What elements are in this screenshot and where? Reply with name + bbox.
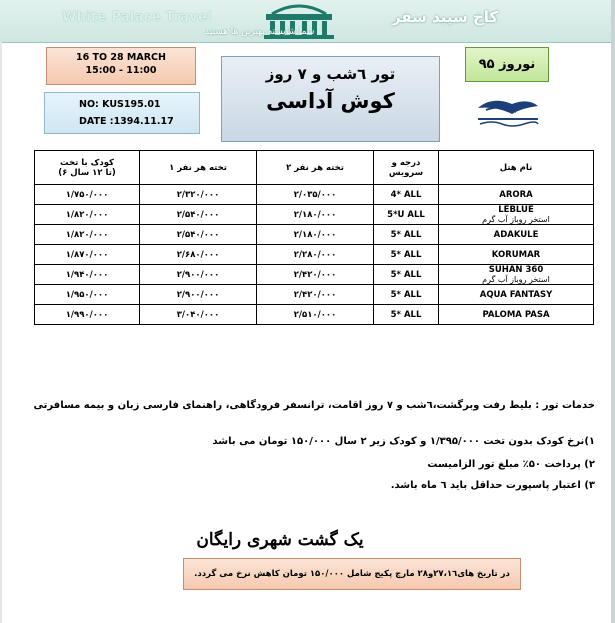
title-box	[221, 56, 440, 142]
hotel-cell	[439, 265, 594, 285]
single-price: ۲/۹۰۰/۰۰۰	[140, 265, 257, 285]
single-price: ۲/۳۲۰/۰۰۰	[140, 185, 257, 205]
tour-code: NO: KUS195.01	[79, 99, 161, 110]
table-row	[35, 265, 594, 285]
date-range: 16 TO 28 MARCH	[76, 52, 166, 63]
double-price: ۲/۱۸۰/۰۰۰	[257, 225, 374, 245]
note-passport: ۳) اعتبار پاسپورت حداقل باید ٦ ماه باشد.	[390, 480, 595, 491]
hotel-feature: استخر روباز آب گرم	[482, 215, 550, 224]
hotel-name: ADAKULE	[439, 225, 594, 245]
free-city-tour: یک گشت شهری رایگان	[196, 530, 364, 550]
table-row	[35, 225, 594, 245]
tour-services: خدمات تور : بلیط رفت وبرگشت،٦شب و ۷ روز اقامت، ترانسفر فرودگاهی، راهنمای فارسی زبان و بیمه مسافرتی	[33, 400, 595, 411]
date-box	[46, 47, 196, 85]
code-box	[44, 92, 200, 134]
page-edge-left	[0, 42, 2, 623]
hotel-grade: 5* ALL	[374, 245, 439, 265]
child-price: ۱/۹۹۰/۰۰۰	[35, 305, 140, 325]
header-hotel: نام هتل	[439, 151, 594, 185]
hotel-feature: استخر روباز آب گرم	[482, 275, 550, 284]
hotel-name: SUHAN 360	[488, 265, 544, 275]
tour-duration: تور ٦شب و ۷ روز	[265, 65, 396, 83]
hotel-grade: 4* ALL	[374, 185, 439, 205]
table-row	[35, 205, 594, 225]
child-price: ۱/۸۲۰/۰۰۰	[35, 205, 140, 225]
hotel-grade: 5* ALL	[374, 265, 439, 285]
double-price: ۲/۱۸۰/۰۰۰	[257, 205, 374, 225]
hotel-grade: 5* ALL	[374, 285, 439, 305]
note-payment: ۲) پرداخت ۵۰٪ مبلغ تور الزامیست	[427, 459, 595, 470]
double-price: ۲/۴۲۰/۰۰۰	[257, 285, 374, 305]
hotel-grade: 5*U ALL	[374, 205, 439, 225]
destination-title: کوش آداسی	[266, 89, 395, 113]
table-row	[35, 285, 594, 305]
single-price: ۲/۹۰۰/۰۰۰	[140, 285, 257, 305]
double-price: ۲/۲۸۰/۰۰۰	[257, 245, 374, 265]
hotel-cell	[439, 205, 594, 225]
brand-name-en: White Palace Travel	[62, 10, 212, 25]
double-price: ۲/۴۲۰/۰۰۰	[257, 265, 374, 285]
child-price: ۱/۸۲۰/۰۰۰	[35, 225, 140, 245]
hotel-name: AQUA FANTASY	[439, 285, 594, 305]
double-price: ۲/۵۱۰/۰۰۰	[257, 305, 374, 325]
hotel-name: KORUMAR	[439, 245, 594, 265]
brand-slogan: شما شایسته بهترین ها هستید	[205, 27, 315, 37]
header-grade: درجه و سرویس	[374, 151, 439, 185]
hotel-grade: 5* ALL	[374, 305, 439, 325]
single-price: ۲/۵۴۰/۰۰۰	[140, 225, 257, 245]
child-price: ۱/۷۵۰/۰۰۰	[35, 185, 140, 205]
brand-name-fa: کاخ سپید سفر	[392, 8, 499, 26]
table-row	[35, 185, 594, 205]
hotel-name: LEBLUE	[498, 205, 534, 215]
child-price: ۱/۹۴۰/۰۰۰	[35, 265, 140, 285]
header-double: ۲ تخته هر نفر	[257, 151, 374, 185]
single-price: ۲/۵۴۰/۰۰۰	[140, 205, 257, 225]
hotel-name: PALOMA PASA	[439, 305, 594, 325]
price-table	[34, 150, 594, 325]
time-range: 15:00 - 11:00	[85, 65, 157, 76]
child-price: ۱/۸۷۰/۰۰۰	[35, 245, 140, 265]
table-row	[35, 305, 594, 325]
header-child: کودک با تخت (۶ تا ۱۲ سال)	[35, 151, 140, 185]
hotel-grade: 5* ALL	[374, 225, 439, 245]
single-price: ۲/۶۸۰/۰۰۰	[140, 245, 257, 265]
hotel-name: ARORA	[439, 185, 594, 205]
table-row	[35, 245, 594, 265]
discount-notice: در تاریخ های۲۷،۱٦و۲۸ مارچ پکیج شامل ۱۵۰/۰۰۰ تومان کاهش نرخ می گردد.	[183, 558, 521, 590]
header-single: ۱ تخته هر نفر	[140, 151, 257, 185]
issue-date: DATE :1394.11.17	[79, 116, 174, 127]
child-price: ۱/۹۵۰/۰۰۰	[35, 285, 140, 305]
note-child-rates: ۱)نرخ کودک بدون تخت ۱/۳۹۵/۰۰۰ و کودک زیر ۲ سال ۱۵۰/۰۰۰ تومان می باشد	[212, 436, 595, 447]
airline-logo-icon	[472, 94, 544, 130]
table-header-row	[35, 151, 594, 185]
single-price: ۳/۰۴۰/۰۰۰	[140, 305, 257, 325]
double-price: ۲/۰۳۵/۰۰۰	[257, 185, 374, 205]
nowruz-badge: نوروز ۹۵	[465, 47, 549, 82]
page-edge-right	[611, 0, 615, 623]
